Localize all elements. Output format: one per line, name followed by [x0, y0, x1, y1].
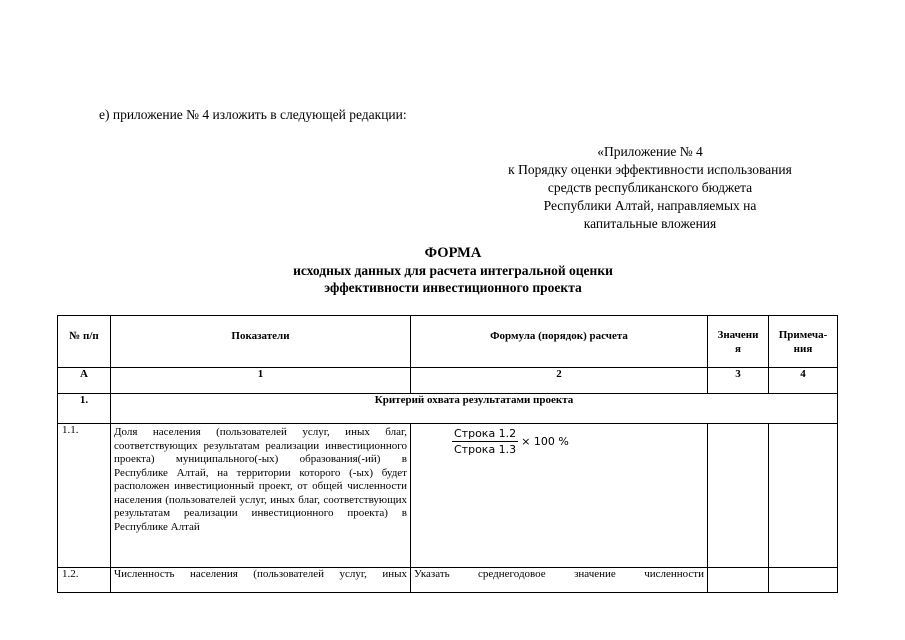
- table-row: [58, 568, 838, 593]
- criterion-text: Критерий охвата результатами проекта: [111, 394, 838, 424]
- column-number: А: [58, 368, 111, 394]
- header-indicators: Показатели: [111, 316, 411, 368]
- criterion-num: 1.: [58, 394, 111, 424]
- row-num: 1.2.: [58, 568, 111, 593]
- formula-fraction: [414, 424, 704, 456]
- fraction: [452, 427, 518, 456]
- form-title-line1: ФОРМА: [424, 245, 482, 261]
- header-value-line2: я: [735, 342, 741, 355]
- fraction-multiplier: × 100 %: [521, 435, 569, 448]
- appendix-line: Республики Алтай, направляемых на: [543, 198, 757, 213]
- row-formula: [411, 424, 708, 568]
- column-number: 3: [708, 368, 769, 394]
- column-number: 1: [111, 368, 411, 394]
- header-value: [708, 316, 769, 368]
- row-value: [708, 424, 769, 568]
- header-note-line1: Примеча-: [778, 328, 828, 341]
- header-num: № п/п: [58, 316, 111, 368]
- row-value: [708, 568, 769, 593]
- header-value-line1: Значени: [717, 328, 759, 341]
- row-description: Численность населения (пользователей услуг, иных: [111, 568, 411, 593]
- table-row: [58, 424, 838, 568]
- row-note: [769, 424, 838, 568]
- header-note: [769, 316, 838, 368]
- fraction-numerator: Строка 1.2: [454, 427, 517, 440]
- table-header-row: [58, 316, 838, 368]
- appendix-line: к Порядку оценки эффективности использования: [508, 162, 792, 177]
- fraction-denominator: Строка 1.3: [454, 443, 517, 456]
- appendix-line: «Приложение № 4: [597, 144, 703, 159]
- intro-text: е) приложение № 4 изложить в следующей редакции:: [99, 107, 407, 122]
- criterion-row: [58, 394, 838, 424]
- appendix-header: [470, 143, 830, 233]
- appendix-line: капитальные вложения: [583, 216, 717, 231]
- row-formula: Указать среднегодовое значение численности: [411, 568, 708, 593]
- column-number: 2: [411, 368, 708, 394]
- indicators-table: [57, 315, 838, 593]
- row-num: 1.1.: [58, 424, 111, 568]
- form-title-line3: эффективности инвестиционного проекта: [324, 280, 582, 295]
- column-number: 4: [769, 368, 838, 394]
- appendix-line: средств республиканского бюджета: [547, 180, 753, 195]
- header-note-line2: ния: [793, 342, 813, 355]
- form-title-line2: исходных данных для расчета интегральной оценки: [293, 263, 613, 278]
- form-title: [220, 245, 686, 296]
- row-note: [769, 568, 838, 593]
- header-formula: Формула (порядок) расчета: [411, 316, 708, 368]
- row-description: Доля населения (пользователей услуг, иных благ, соответствующих результатам реализации инвестиционного проекта) муниципального(-ых) образования(-ий) в Республике Алтай, на территории которого (-ых) будет расположен инвестиционный проект, от общей численности населения (пользователей услуг, иных благ, соответствующих результатам реализации инвестиционного проекта) в Республике Алтай: [111, 424, 411, 568]
- column-numbers-row: [58, 368, 838, 394]
